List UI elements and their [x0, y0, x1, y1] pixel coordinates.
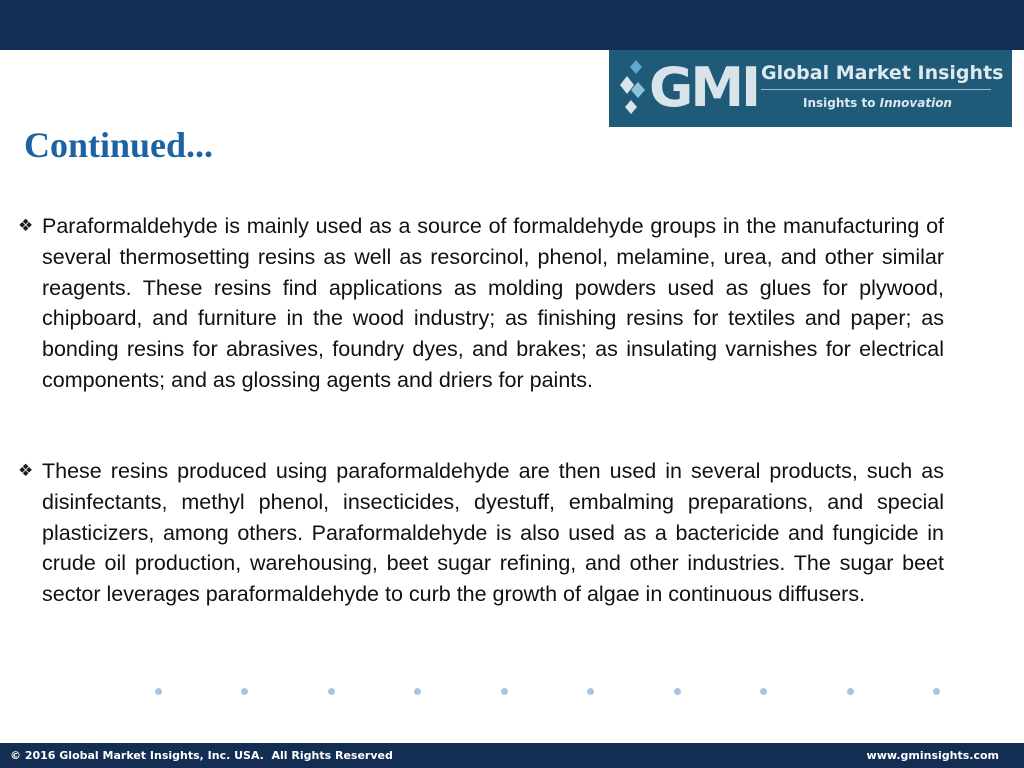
footer-band	[0, 743, 1024, 768]
decorative-dot	[328, 688, 335, 695]
diamond-bullet-icon: ❖	[18, 216, 34, 236]
logo-tagline-prefix: Insights to	[803, 96, 880, 110]
logo-mark: GMI	[649, 56, 759, 119]
decorative-dot	[501, 688, 508, 695]
footer-website: www.gminsights.com	[866, 749, 999, 762]
logo-tagline-emphasis: Innovation	[879, 96, 952, 110]
decorative-dot	[760, 688, 767, 695]
decorative-dot	[155, 688, 162, 695]
gmi-logo	[609, 50, 1012, 127]
logo-name: Global Market Insights	[761, 62, 1004, 84]
decorative-dot	[674, 688, 681, 695]
decorative-dot	[933, 688, 940, 695]
decorative-dot	[414, 688, 421, 695]
diamond-bullet-icon: ❖	[18, 461, 34, 481]
bullet-text: These resins produced using paraformaldehyde are then used in several products, such as disinfectants, methyl phenol, insecticides, dyestuff, embalming preparations, and special plasticizers, among others. Paraformaldehyde is also used as a bactericide and fungicide in crude oil production, warehousing, beet sugar refining, and other industries. The sugar beet sector leverages paraformaldehyde to curb the growth of algae in continuous diffusers.	[42, 459, 944, 607]
decorative-dot-row	[155, 688, 940, 698]
logo-tagline	[803, 94, 952, 112]
decorative-dot	[587, 688, 594, 695]
decorative-dot	[241, 688, 248, 695]
footer-copyright: © 2016 Global Market Insights, Inc. USA. All Rights Reserved	[10, 749, 393, 762]
bullet-text: Paraformaldehyde is mainly used as a source of formaldehyde groups in the manufacturing of several thermosetting resins as well as resorcinol, phenol, melamine, urea, and other similar reagents. These resins find applications as molding powders used as glues for plywood, chipboard, and furniture in the wood industry; as finishing resins for textiles and paper; as bonding resins for abrasives, foundry dyes, and brakes; as insulating varnishes for electrical components; and as glossing agents and driers for paints.	[42, 214, 944, 392]
logo-diamonds-icon	[619, 60, 649, 116]
header-band	[0, 0, 1024, 50]
decorative-dot	[847, 688, 854, 695]
bullet-item	[18, 211, 944, 396]
bullet-item	[18, 456, 944, 610]
slide-title: Continued...	[24, 125, 214, 165]
logo-divider	[761, 89, 991, 90]
